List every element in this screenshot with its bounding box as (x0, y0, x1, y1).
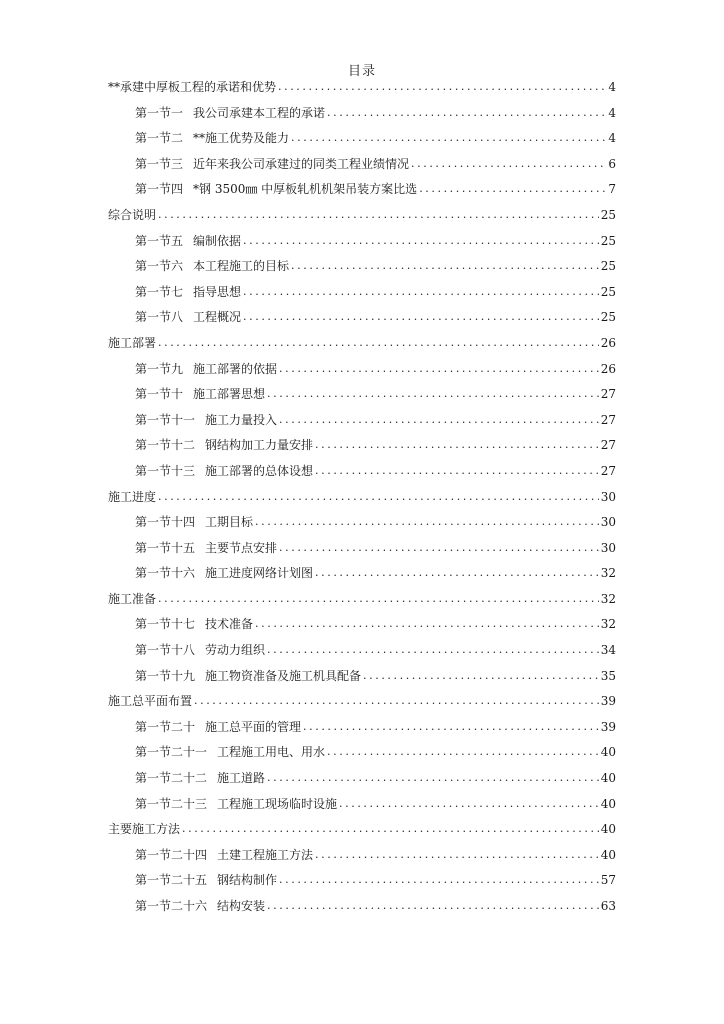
dot-leader (315, 847, 599, 859)
toc-entry-title: 钢结构制作 (217, 873, 278, 888)
toc-entry-number: 第一节一 (135, 105, 184, 120)
toc-entry-number: 第一节十五 (135, 540, 196, 555)
toc-entry-title: 施工总平面布置 (108, 694, 193, 709)
toc-entry-page-number: 25 (600, 233, 616, 248)
dot-leader (194, 693, 599, 705)
toc-entry-title: **施工优势及能力 (193, 131, 290, 146)
dot-leader (278, 79, 606, 91)
toc-entry-page-number: 27 (600, 438, 616, 453)
toc-entry-title: 我公司承建本工程的承诺 (193, 105, 326, 120)
toc-entry-number: 第一节二十五 (135, 873, 208, 888)
toc-section-entry[interactable] (108, 411, 616, 437)
toc-entry-number: 第一节十九 (135, 668, 196, 683)
toc-entry-title: 主要节点安排 (205, 540, 278, 555)
toc-entry-page-number: 30 (600, 540, 616, 555)
dot-leader (419, 181, 606, 193)
toc-entry-title: 施工进度 (108, 489, 157, 504)
toc-entry-page-number: 40 (600, 745, 616, 760)
dot-leader (363, 668, 599, 680)
toc-section-entry[interactable] (108, 180, 616, 206)
toc-section-entry[interactable] (108, 795, 616, 821)
toc-entry-title: 工程施工用电、用水 (217, 745, 326, 760)
toc-entry-page-number: 32 (600, 591, 616, 606)
toc-entry-page-number: 30 (600, 515, 616, 530)
dot-leader (279, 412, 599, 424)
toc-title: 目录 (347, 64, 376, 79)
toc-entry-page-number: 39 (600, 694, 616, 709)
toc-chapter-entry[interactable] (108, 78, 616, 104)
toc-section-entry[interactable] (108, 769, 616, 795)
toc-entry-title: 本工程施工的目标 (193, 259, 290, 274)
toc-entry-title: **承建中厚板工程的承诺和优势 (108, 80, 277, 94)
toc-entry-page-number: 4 (608, 80, 616, 94)
toc-section-entry[interactable] (108, 283, 616, 309)
toc-entry-title: 施工道路 (217, 771, 266, 786)
toc-section-entry[interactable] (108, 641, 616, 667)
dot-leader (267, 898, 599, 910)
toc-chapter-entry[interactable] (108, 692, 616, 718)
toc-section-entry[interactable] (108, 615, 616, 641)
toc-entry-page-number: 63 (600, 899, 616, 913)
toc-section-entry[interactable] (108, 897, 616, 923)
toc-entry-number: 第一节三 (135, 156, 184, 171)
toc-section-entry[interactable] (108, 385, 616, 411)
toc-entry-title: 工程施工现场临时设施 (217, 796, 338, 811)
toc-entry-page-number: 6 (608, 156, 616, 171)
toc-entry-title: 工程概况 (193, 310, 242, 325)
toc-entry-page-number: 25 (600, 259, 616, 274)
toc-entry-page-number: 32 (600, 617, 616, 632)
dot-leader (279, 872, 599, 884)
toc-section-entry[interactable] (108, 129, 616, 155)
dot-leader (315, 463, 599, 475)
toc-entry-page-number: 26 (600, 335, 616, 350)
toc-section-entry[interactable] (108, 257, 616, 283)
toc-entry-title: 施工物资准备及施工机具配备 (205, 668, 362, 683)
dot-leader (255, 514, 599, 526)
toc-section-entry[interactable] (108, 539, 616, 565)
toc-entry-title: 技术准备 (205, 617, 254, 632)
toc-entry-number: 第一节十八 (135, 643, 196, 658)
toc-chapter-entry[interactable] (108, 820, 616, 846)
toc-entry-page-number: 40 (600, 822, 616, 837)
toc-entry-page-number: 27 (600, 412, 616, 427)
dot-leader (267, 386, 599, 398)
toc-chapter-entry[interactable] (108, 206, 616, 232)
toc-entry-number: 第一节十 (135, 387, 184, 402)
toc-section-entry[interactable] (108, 155, 616, 181)
toc-section-entry[interactable] (108, 846, 616, 872)
dot-leader (267, 770, 599, 782)
dot-leader (158, 489, 599, 501)
dot-leader (315, 437, 599, 449)
toc-entry-page-number: 4 (608, 105, 616, 120)
dot-leader (339, 796, 599, 808)
toc-entry-title: 综合说明 (108, 207, 157, 222)
toc-chapter-entry[interactable] (108, 334, 616, 360)
dot-leader (279, 540, 599, 552)
toc-section-entry[interactable] (108, 104, 616, 130)
toc-entry-page-number: 25 (600, 284, 616, 299)
toc-entry-page-number: 34 (600, 643, 616, 658)
toc-entry-title: 施工部署的总体设想 (205, 463, 314, 478)
toc-section-entry[interactable] (108, 667, 616, 693)
toc-entry-number: 第一节十六 (135, 566, 196, 581)
toc-section-entry[interactable] (108, 308, 616, 334)
toc-entry-page-number: 26 (600, 361, 616, 376)
toc-entry-title: 施工部署的依据 (193, 361, 278, 376)
toc-entry-number: 第一节八 (135, 310, 184, 325)
toc-entry-page-number: 57 (600, 873, 616, 888)
toc-entry-page-number: 27 (600, 463, 616, 478)
dot-leader (267, 642, 599, 654)
toc-entry-number: 第一节五 (135, 233, 184, 248)
toc-entry-number: 第一节十一 (135, 412, 196, 427)
dot-leader (243, 309, 599, 321)
toc-entry-title: *钢 3500㎜ 中厚板轧机机架吊装方案比选 (193, 182, 418, 197)
toc-entry-page-number: 35 (600, 668, 616, 683)
toc-entry-page-number: 32 (600, 566, 616, 581)
toc-section-entry[interactable] (108, 564, 616, 590)
toc-entry-title: 施工总平面的管理 (205, 719, 302, 734)
toc-entry-title: 施工力量投入 (205, 412, 278, 427)
dot-leader (279, 361, 599, 373)
toc-entry-number: 第一节九 (135, 361, 184, 376)
toc-entry-title: 施工部署思想 (193, 387, 266, 402)
toc-entry-page-number: 40 (600, 771, 616, 786)
toc-entry-number: 第一节四 (135, 182, 184, 197)
toc-entry-title: 工期目标 (205, 515, 254, 530)
toc-entry-title: 主要施工方法 (108, 822, 181, 837)
dot-leader (315, 565, 599, 577)
dot-leader (255, 616, 599, 628)
dot-leader (182, 821, 599, 833)
toc-section-entry[interactable] (108, 743, 616, 769)
toc-entry-page-number: 4 (608, 131, 616, 146)
toc-entry-title: 编制依据 (193, 233, 242, 248)
toc-entry-title: 指导思想 (193, 284, 242, 299)
dot-leader (243, 284, 599, 296)
toc-chapter-entry[interactable] (108, 488, 616, 514)
toc-entry-number: 第一节二十四 (135, 847, 208, 862)
toc-entry-page-number: 40 (600, 796, 616, 811)
toc-list (108, 78, 616, 923)
dot-leader (158, 591, 599, 603)
toc-entry-page-number: 39 (600, 719, 616, 734)
toc-entry-number: 第一节十二 (135, 438, 196, 453)
toc-section-entry[interactable] (108, 436, 616, 462)
toc-entry-title: 近年来我公司承建过的同类工程业绩情况 (193, 156, 410, 171)
toc-entry-number: 第一节二十 (135, 719, 196, 734)
toc-entry-title: 劳动力组织 (205, 643, 266, 658)
toc-entry-number: 第一节二 (135, 131, 184, 146)
toc-entry-number: 第一节二十三 (135, 796, 208, 811)
toc-entry-page-number: 30 (600, 489, 616, 504)
dot-leader (327, 744, 599, 756)
toc-section-entry[interactable] (108, 718, 616, 744)
toc-entry-number: 第一节二十六 (135, 899, 208, 913)
toc-section-entry[interactable] (108, 232, 616, 258)
toc-section-entry[interactable] (108, 462, 616, 488)
dot-leader (291, 258, 599, 270)
toc-entry-title: 钢结构加工力量安排 (205, 438, 314, 453)
toc-section-entry[interactable] (108, 360, 616, 386)
toc-entry-page-number: 25 (600, 310, 616, 325)
dot-leader (291, 130, 606, 142)
toc-entry-page-number: 7 (608, 182, 616, 197)
toc-entry-title: 施工进度网络计划图 (205, 566, 314, 581)
toc-entry-number: 第一节七 (135, 284, 184, 299)
toc-entry-number: 第一节六 (135, 259, 184, 274)
toc-entry-page-number: 27 (600, 387, 616, 402)
toc-section-entry[interactable] (108, 871, 616, 897)
dot-leader (243, 233, 599, 245)
dot-leader (158, 335, 599, 347)
toc-entry-number: 第一节二十一 (135, 745, 208, 760)
toc-entry-number: 第一节十三 (135, 463, 196, 478)
dot-leader (411, 156, 606, 168)
dot-leader (327, 105, 606, 117)
toc-entry-page-number: 40 (600, 847, 616, 862)
toc-entry-number: 第一节十四 (135, 515, 196, 530)
toc-entry-title: 施工准备 (108, 591, 157, 606)
toc-entry-title: 土建工程施工方法 (217, 847, 314, 862)
toc-entry-number: 第一节二十二 (135, 771, 208, 786)
toc-chapter-entry[interactable] (108, 590, 616, 616)
toc-entry-number: 第一节十七 (135, 617, 196, 632)
toc-entry-title: 施工部署 (108, 335, 157, 350)
toc-section-entry[interactable] (108, 513, 616, 539)
toc-entry-title: 结构安装 (217, 899, 266, 913)
dot-leader (303, 719, 599, 731)
toc-entry-page-number: 25 (600, 207, 616, 222)
dot-leader (158, 207, 599, 219)
